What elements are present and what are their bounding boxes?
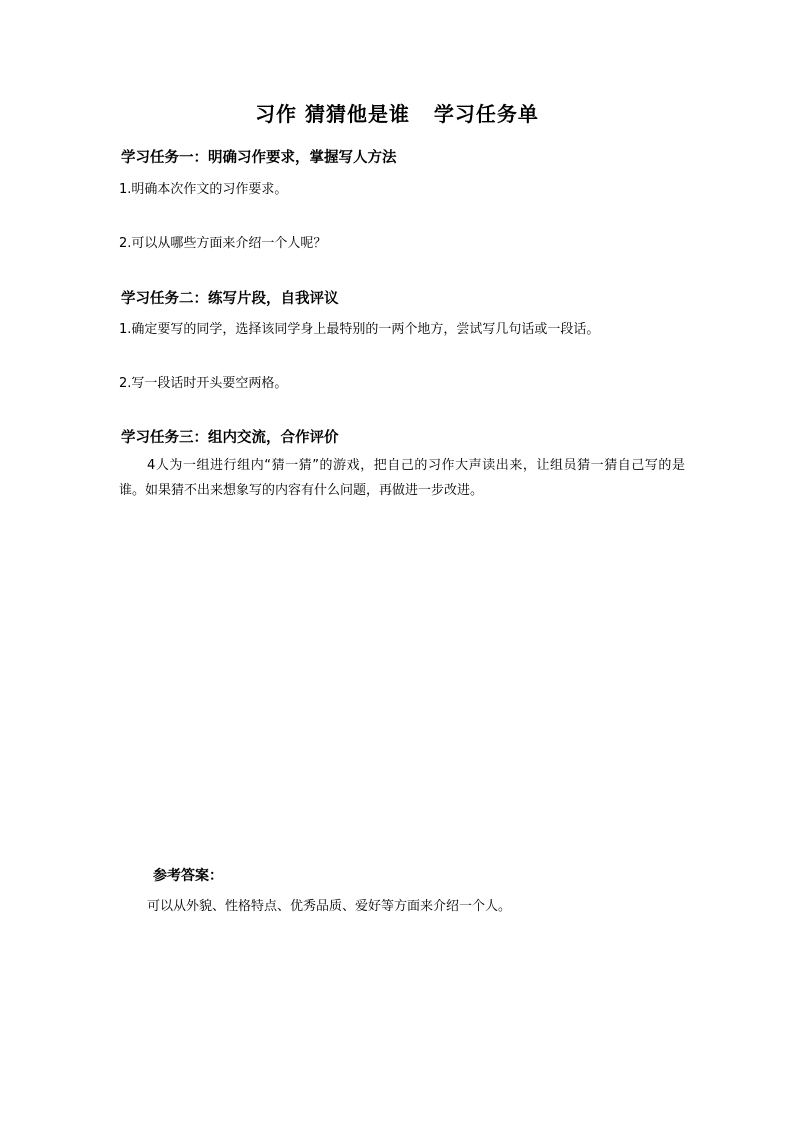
task-1-item-1: 1.明确本次作文的习作要求。 [119,182,288,197]
task-1-heading: 学习任务一：明确习作要求，掌握写人方法 [121,150,397,166]
task-1-item-2: 2.可以从哪些方面来介绍一个人呢？ [119,236,327,251]
document-title: 习作 猜猜他是谁 学习任务单 [255,102,539,126]
task-2-heading: 学习任务二：练写片段，自我评议 [121,291,339,307]
answer-heading: 参考答案： [153,868,223,884]
task-3-paragraph: 4人为一组进行组内“猜一猜”的游戏，把自己的习作大声读出来，让组员猜一猜自己写的是谁。如果猜不出来想象写的内容有什么问题，再做进一步改进。 [119,458,685,498]
task-3-heading: 学习任务三：组内交流，合作评价 [121,430,339,446]
task-2-item-2: 2.写一段话时开头要空两格。 [119,376,288,391]
task-2-item-1: 1.确定要写的同学，选择该同学身上最特别的一两个地方，尝试写几句话或一段话。 [119,322,600,337]
answer-text: 可以从外貌、性格特点、优秀品质、爱好等方面来介绍一个人。 [147,899,512,914]
